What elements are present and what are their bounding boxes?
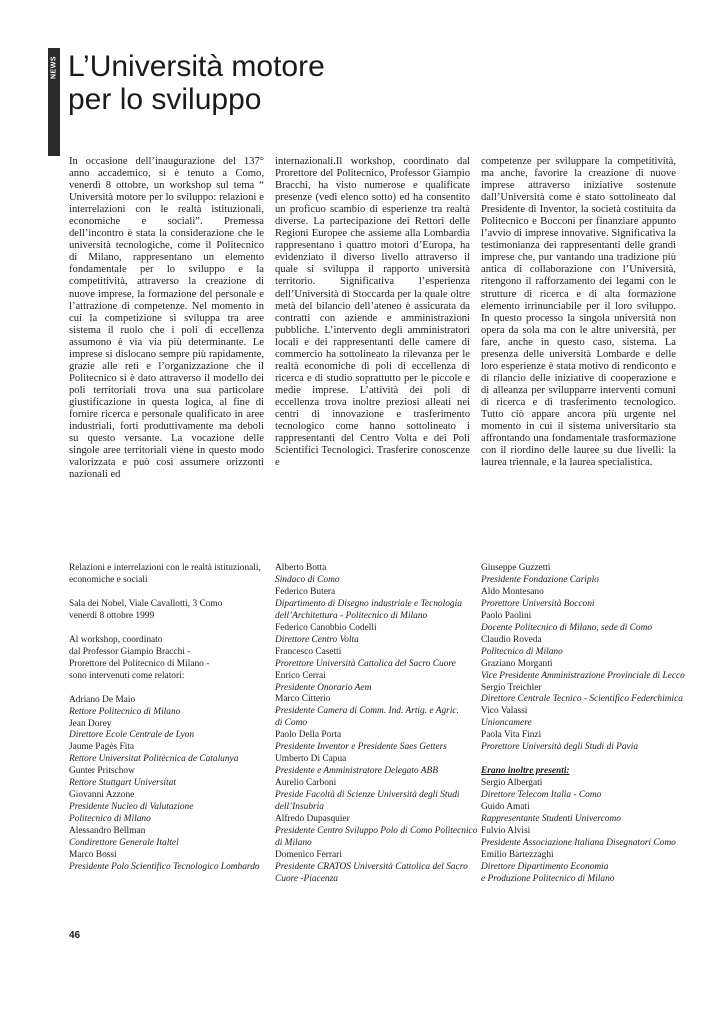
- person-name: Emilio Bartezzaghi: [481, 849, 554, 860]
- event-venue: Sala dei Nobel, Viale Cavallotti, 3 Como: [69, 598, 223, 609]
- person-role: Politecnico di Milano: [481, 646, 563, 657]
- person-role: Prorettore Università degli Studi di Pavia: [481, 742, 639, 753]
- person-role: Direttore Dipartimento Economia: [481, 861, 609, 872]
- person-role: Presidente Associazione Italiana Disegnatori Como: [481, 837, 676, 848]
- also-present-heading: Erano inoltre presenti:: [481, 766, 570, 777]
- person-role: Presidente Nucleo di Valutazione: [69, 802, 194, 813]
- event-subtitle: economiche e sociali: [69, 574, 148, 585]
- person-role: Direttore Telecom Italia - Como: [481, 790, 602, 801]
- article-paragraph: In occasione dell’inaugurazione del 137° anno accademico, si è tenuto a Como, venerdì 8 ottobre, un workshop sul tema “ Università motore per lo sviluppo: relazioni e interrelazioni con le realtà istituzionali, economiche e sociali”. Premessa dell’incontro è stata la considerazione che le università tecnologiche, come il Politecnico di Milano, rappresentano un elemento fondamentale per lo sviluppo e la competitività, attraverso la creazione di nuove imprese, la formazione del personale e l’attrazione di competenze. Nel momento in cui la competizione si sviluppa tra aree sistema il ruolo che i poli di eccellenza assumono è via via più determinante. Le imprese si dislocano sempre più rapidamente, grazie alle reti e l’organizzazione che il Politecnico si è dato attraverso il modello dei poli territoriali trova una sua particolare giustificazione in questa logica, al fine di fornire ricerca e personale qualificato in aree industriali, forti produttivamente ma deboli su questo versante. La vocazione delle singole aree territoriali viene in questo modo valorizzata e può così assumere orizzonti nazionali ed: [69, 156, 264, 481]
- person-name: Gunter Pritschow: [69, 766, 135, 777]
- article-column-2: [275, 156, 470, 469]
- person-name: Vico Valassi: [481, 706, 528, 717]
- person-role: Presidente Camera di Comm. Ind. Artig. e Agric.: [275, 706, 459, 717]
- person-role: dell’Architettura - Politecnico di Milano: [275, 610, 428, 621]
- speaker-column-3: [481, 563, 685, 886]
- speaker-list: [275, 563, 478, 886]
- person-role: Rettore Stuttgart Universitat: [69, 778, 176, 789]
- person-role: Rappresentante Studenti Univercomo: [481, 814, 621, 825]
- person-name: Aldo Montesano: [481, 586, 544, 597]
- person-role: Direttore Ecole Centrale de Lyon: [69, 730, 195, 741]
- person-name: Graziano Morganti: [481, 658, 553, 669]
- news-section-tab: [48, 48, 60, 156]
- article-title: [68, 50, 708, 116]
- person-role: Condirettore Generale Italtel: [69, 838, 179, 849]
- person-name: Francesco Casetti: [275, 646, 342, 657]
- person-name: Paolo Paolini: [481, 610, 532, 621]
- person-role: dell’Insubria: [275, 802, 324, 813]
- speaker-list: [69, 695, 269, 874]
- person-name: Fulvio Alvisi: [481, 826, 531, 837]
- person-role: Preside Facoltà di Scienze Università degli Studi: [275, 790, 460, 801]
- person-name: Alfredo Dupasquier: [275, 814, 350, 825]
- event-intro: Prorettore del Politecnico di Milano -: [69, 658, 210, 669]
- person-name: Umberto Di Capua: [275, 754, 347, 765]
- speaker-list: [481, 563, 685, 754]
- event-intro: dal Professor Giampio Bracchi -: [69, 646, 191, 657]
- person-role: Sindaco di Como: [275, 574, 340, 585]
- person-name: Giuseppe Guzzetti: [481, 563, 551, 573]
- person-name: Federico Canobbio Codelli: [275, 622, 377, 633]
- person-role: Presidente Fondazione Cariplo: [481, 574, 599, 585]
- event-info-column: [69, 563, 269, 874]
- article-paragraph: internazionali.Il workshop, coordinato dal Prorettore del Politecnico, Professor Giampio Bracchi, ha visto numerose e qualificate presenze (vedi elenco sotto) ed ha consentito un proficuo scambio di esperienze tra realtà diverse. La partecipazione dei Rettori delle Regioni Europee che assieme alla Lombardia rappresentano i quattro motori d’Europa, ha evidenziato il diverso livello attraverso il quale si sviluppa il rapporto università territorio. Significativa l’esperienza dell’Università di Stoccarda per la quale oltre metà del bilancio dell’ateneo è assicurata da contratti con aziende e amministrazioni pubbliche. L’intervento degli amministratori locali e dei rappresentanti delle camere di commercio ha sottolineato la rilevanza per le realtà economiche di poli di eccellenza di ricerca e di studio soprattutto per le piccole e medie imprese. L’attività dei poli di eccellenza trova inoltre preziosi alleati nei centri di innovazione e trasferimento tecnologico come hanno sottolineato i rappresentanti del Centro Volta e dei Poli Scientifici Tecnologici. Trasferire conoscenze e: [275, 156, 470, 469]
- person-role: e Produzione Politecnico di Milano: [481, 873, 615, 884]
- person-role: Presidente Centro Sviluppo Polo di Como Politecnico: [275, 825, 478, 836]
- person-name: Marco Citterio: [275, 694, 331, 705]
- person-name: Guido Amati: [481, 802, 530, 813]
- person-name: Alberto Botta: [275, 563, 327, 573]
- person-role: Direttore Centrale Tecnico - Scientifico Federchimica: [481, 694, 683, 705]
- person-role: Rettore Politecnico di Milano: [69, 706, 181, 717]
- article-column-1: [69, 156, 264, 481]
- event-intro: Al workshop, coordinato: [69, 634, 163, 645]
- person-role: Rettore Universitat Politècnica de Catalunya: [69, 754, 239, 765]
- person-name: Jean Dorey: [69, 718, 112, 729]
- person-role: Direttore Centro Volta: [275, 634, 359, 645]
- person-name: Paola Vita Finzi: [481, 730, 542, 741]
- person-role: Unioncamere: [481, 718, 532, 729]
- person-role: Docente Politecnico di Milano, sede di Como: [481, 622, 653, 633]
- title-line-1: L’Università motore: [68, 50, 325, 83]
- person-role: Presidente Inventor e Presidente Saes Getters: [275, 742, 447, 753]
- person-name: Sergio Treichler: [481, 682, 542, 693]
- person-role: Prorettore Università Cattolica del Sacro Cuore: [275, 658, 456, 669]
- person-role: Dipartimento di Disegno industriale e Tecnologia: [275, 598, 462, 609]
- person-name: Claudio Roveda: [481, 634, 542, 645]
- person-role: Prorettore Università Bocconi: [481, 598, 595, 609]
- person-role: Cuore -Piacenza: [275, 873, 338, 884]
- person-name: Enrico Cerrai: [275, 670, 326, 681]
- article-paragraph: competenze per sviluppare la competitività, ma anche, favorire la creazione di nuove imprese attraverso iniziative sostenute dall’Università come è stato sottolineato dal Presidente di Inventor, la società costituita da Politecnico e Bocconi per finanziare appunto l’avvio di imprese innovative. Significativa la testimonianza dei rappresentanti delle grandi imprese che, pur vantando una tradizione più antica di collaborazione con l’Università, ritengono il rafforzamento dei legami con le strutture di ricerca e di alta formazione elemento irrinunciabile per il loro sviluppo. In questo processo la singola università non opera da sola ma con le altre università, per fare, anche in questo caso, sistema. La presenza delle università Lombarde e delle loro esperienze è stata motivo di rendiconto e di rilancio delle iniziative di cooperazione e di alleanza per svilupparre interventi comuni di ricerca e di trasferimento tecnologico. Tutto ciò appare ancora più urgente nel momento in cui il sistema universitario sta affrontando una fondamentale trasformazione con il riordino delle lauree su due livelli: la laurea triennale, e la laurea specialistica.: [481, 156, 676, 469]
- article-column-3: [481, 156, 676, 469]
- person-name: Adriano De Maio: [69, 694, 136, 705]
- news-tag: NEWS: [50, 56, 58, 79]
- person-role: Presidente Polo Scientifico Tecnologico Lombardo: [69, 861, 260, 872]
- page-number: 46: [69, 930, 81, 941]
- person-name: Alessandro Bellman: [69, 826, 146, 837]
- person-name: Giovanni Azzone: [69, 790, 135, 801]
- person-role: Politecnico di Milano: [69, 814, 151, 825]
- speaker-column-2: [275, 563, 478, 886]
- person-role: di Milano: [275, 837, 312, 848]
- person-role: Presidente CRATOS Università Cattolica del Sacro: [275, 861, 468, 872]
- person-name: Sergio Albergati: [481, 778, 543, 789]
- attendee-list: [481, 778, 681, 886]
- person-name: Aurelio Carboni: [275, 778, 337, 789]
- person-role: Vice Presidente Amministrazione Provinciale di Lecco: [481, 670, 685, 681]
- event-intro: sono intervenuti come relatori:: [69, 670, 185, 681]
- person-name: Jaume Pagès Fita: [69, 742, 135, 753]
- person-name: Federico Butera: [275, 586, 336, 597]
- event-date: venerdì 8 ottobre 1999: [69, 610, 155, 621]
- person-name: Marco Bossi: [69, 850, 117, 861]
- title-line-2: per lo sviluppo: [68, 83, 262, 116]
- person-role: di Como: [275, 718, 308, 729]
- person-role: Presidente Onorario Aem: [275, 682, 372, 693]
- person-role: Presidente e Amministratore Delegato ABB: [275, 766, 438, 777]
- person-name: Paolo Della Porta: [275, 730, 342, 741]
- person-name: Domenico Ferrari: [275, 849, 342, 860]
- event-subtitle: Relazioni e interrelazioni con le realtà istituzionali,: [69, 563, 261, 573]
